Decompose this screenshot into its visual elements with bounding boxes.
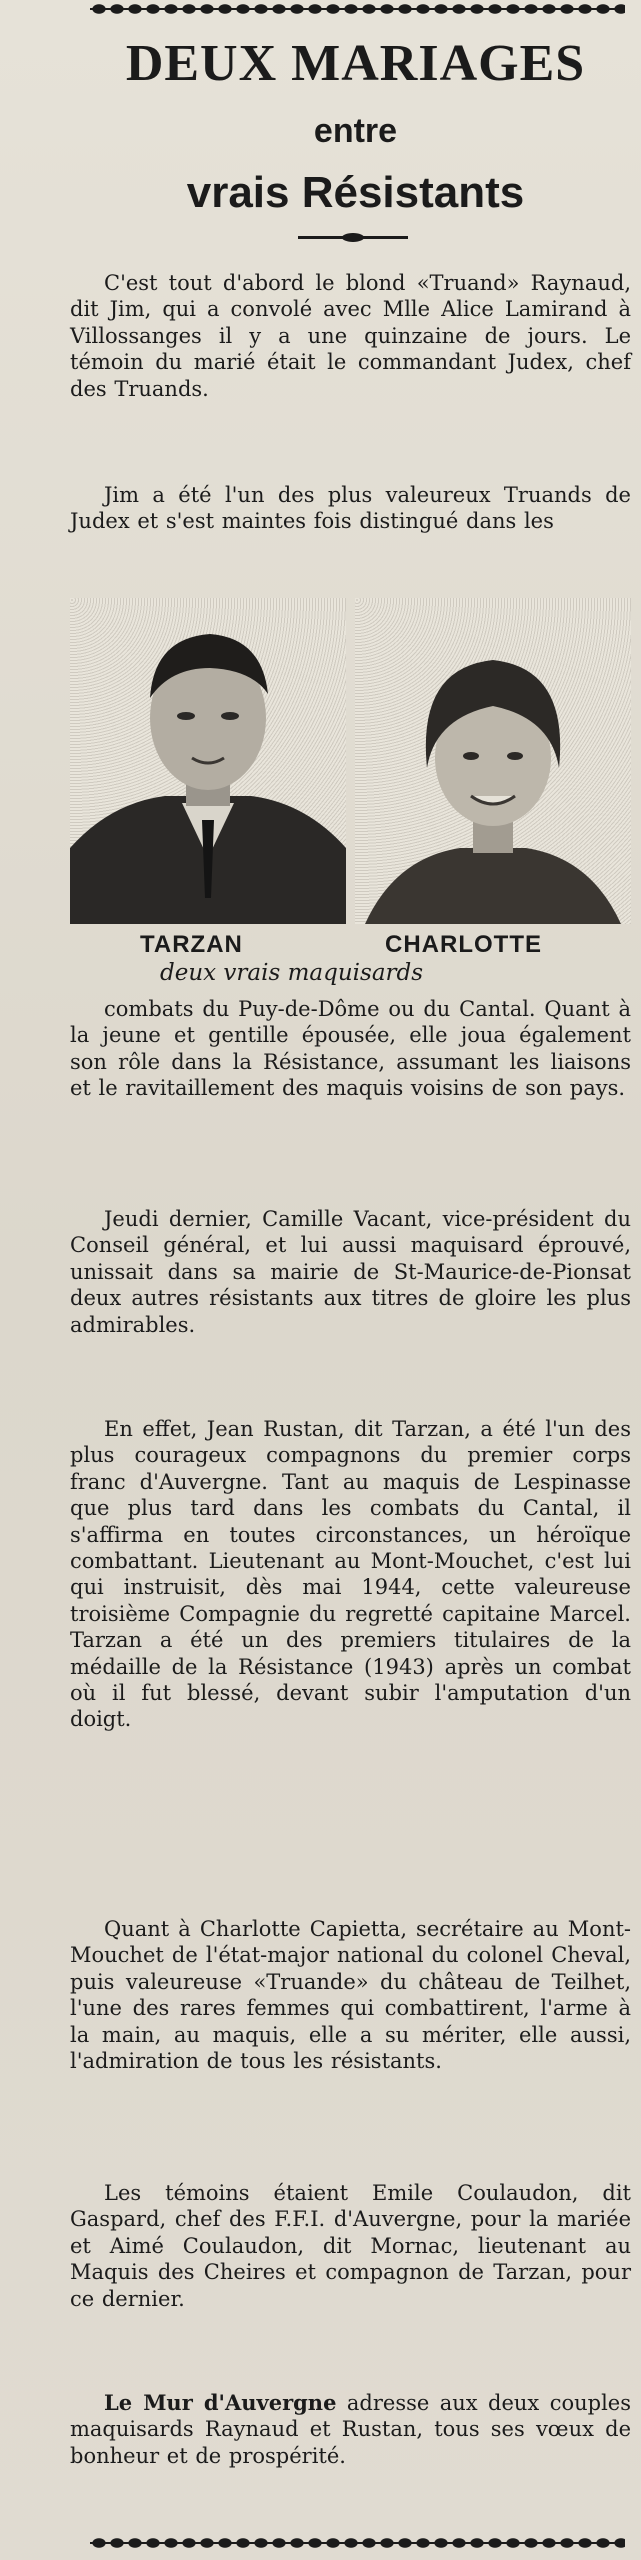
paragraph-tarzan-text: En effet, Jean Rustan, dit Tarzan, a été l'un des plus courageux compagnons du premier corps franc d'Auvergne. Tant au maquis de Lespinasse que plus tard dans les combats du Cantal, il s'affirma en toutes circonstances, un héroïque combattant. Lieutenant au Mont-Mouchet, c'est lui qui instruisit, dès mai 1944, cette valeureuse troisième Compagnie du regretté capitaine Marcel. Tarzan a été un des premiers titulaires de la médaille de la Résistance (1943) après un combat où il fut blessé, devant subir l'amputation d'un doigt. <box>70 1417 631 1732</box>
paragraph-closing <box>70 2390 631 2469</box>
paragraph-jeudi-text: Jeudi dernier, Camille Vacant, vice-président du Conseil général, et lui aussi maquisard éprouvé, unissait dans sa mairie de St-Maurice-de-Pionsat deux autres résistants aux titres de gloire les plus admirables. <box>70 1207 631 1337</box>
caption-tarzan: TARZAN <box>140 931 243 958</box>
portrait-man-image <box>70 598 346 924</box>
photo-subcaption: deux vrais maquisards <box>160 960 424 986</box>
paragraph-temoins <box>70 2180 631 2312</box>
paragraph-jim-text: Jim a été l'un des plus valeureux Truands de Judex et s'est maintes fois distingué dans les <box>70 483 631 534</box>
decorative-rule <box>298 236 408 239</box>
paragraph-jim <box>70 482 631 535</box>
subheadline: vrais Résistants <box>186 168 525 217</box>
headline: DEUX MARIAGES <box>125 35 586 92</box>
bottom-ornament-border <box>90 2536 625 2550</box>
intro-paragraph <box>70 270 631 402</box>
paragraph-tarzan <box>70 1416 631 1733</box>
intro-paragraph-text: C'est tout d'abord le blond «Truand» Raynaud, dit Jim, qui a convolé avec Mlle Alice Lamirand à Villossanges il y a une quinzaine de jours. Le témoin du marié était le commandant Judex, chef des Truands. <box>70 271 631 401</box>
portrait-woman-image <box>355 598 631 924</box>
subheadline-connector: entre <box>313 112 398 150</box>
paragraph-temoins-text: Les témoins étaient Emile Coulaudon, dit Gaspard, chef des F.F.I. d'Auvergne, pour la mariée et Aimé Coulaudon, dit Mornac, lieutenant au Maquis des Cheires et compagnon de Tarzan, pour ce dernier. <box>70 2181 631 2311</box>
paragraph-combats <box>70 996 631 1102</box>
photo-tarzan <box>70 598 346 924</box>
top-ornament-border <box>90 2 625 16</box>
paragraph-charlotte <box>70 1916 631 2074</box>
paragraph-jeudi <box>70 1206 631 1338</box>
photo-charlotte <box>355 598 631 924</box>
caption-charlotte: CHARLOTTE <box>385 931 542 958</box>
paragraph-combats-text: combats du Puy-de-Dôme ou du Cantal. Quant à la jeune et gentille épousée, elle joua également son rôle dans la Résistance, assumant les liaisons et le ravitaillement des maquis voisins de son pays. <box>70 997 631 1101</box>
paragraph-charlotte-text: Quant à Charlotte Capietta, secrétaire au Mont-Mouchet de l'état-major national du colonel Cheval, puis valeureuse «Truande» du château de Teilhet, l'une des rares femmes qui combattirent, l'arme à la main, au maquis, elle a su mériter, elle aussi, l'admiration de tous les résistants. <box>70 1917 631 2074</box>
paragraph-closing-text: adresse aux deux couples maquisards Raynaud et Rustan, tous ses vœux de bonheur et de prospérité. <box>70 2391 631 2468</box>
newspaper-name: Le Mur d'Auvergne <box>104 2390 337 2415</box>
